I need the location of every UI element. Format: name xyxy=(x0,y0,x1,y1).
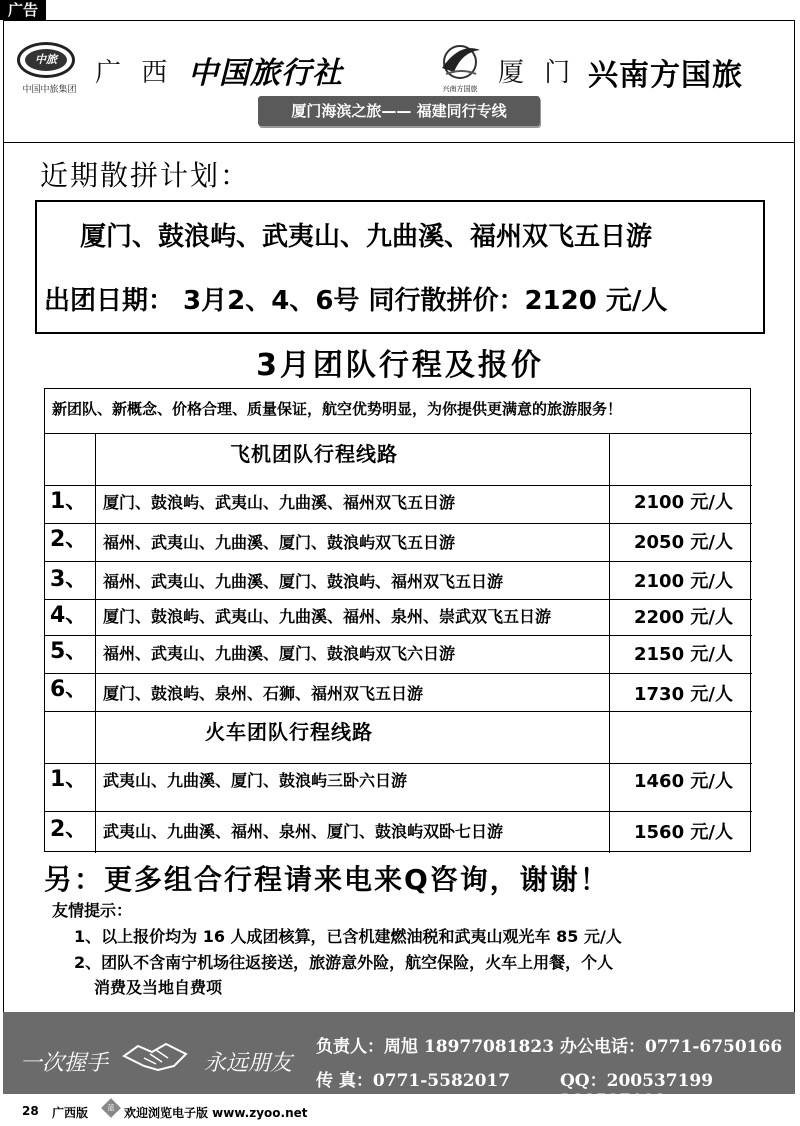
air-row-price: 2050 元/人 xyxy=(634,532,733,553)
air-row-route: 厦门、鼓浪屿、泉州、石狮、福州双飞五日游 xyxy=(103,684,424,703)
office-phone: 办公电话：0771-6750166 xyxy=(560,1037,783,1057)
fax-number: 传 真：0771-5582017 xyxy=(316,1071,511,1091)
air-row-price: 2200 元/人 xyxy=(634,607,733,628)
tip-item: 1、以上报价均为 16 人成团核算，已含机建燃油税和武夷山观光车 85 元/人 xyxy=(74,927,622,946)
air-row-num: 6、 xyxy=(50,677,88,702)
train-row-route: 武夷山、九曲溪、厦门、鼓浪屿三卧六日游 xyxy=(103,771,408,790)
page-number: 28 xyxy=(22,1104,39,1118)
region-right: 厦 门 xyxy=(498,58,577,88)
edition-label: 广西版 xyxy=(52,1106,89,1120)
air-row-num: 5、 xyxy=(50,639,88,664)
featured-route: 厦门、鼓浪屿、武夷山、九曲溪、福州双飞五日游 xyxy=(80,222,653,252)
company-left: 中国旅行社 xyxy=(188,56,343,91)
air-row-route: 福州、武夷山、九曲溪、厦门、鼓浪屿、福州双飞五日游 xyxy=(103,572,504,591)
swirl-logo-subtitle: 兴南方国旅 xyxy=(442,85,478,93)
header-divider xyxy=(3,142,795,143)
section-title: 近期散拼计划： xyxy=(40,159,251,192)
air-row-price: 2100 元/人 xyxy=(634,571,733,592)
air-row-num: 3、 xyxy=(50,567,88,592)
air-row-num: 4、 xyxy=(50,603,88,628)
air-row-route: 福州、武夷山、九曲溪、厦门、鼓浪屿双飞六日游 xyxy=(103,644,456,663)
edition-badge-text: 蓝 xyxy=(107,1104,115,1112)
featured-dates-price: 出团日期： 3月2、4、6号 同行散拼价：2120 元/人 xyxy=(44,286,668,316)
footer-slogan-right: 永远朋友 xyxy=(204,1051,293,1076)
tip-item: 2、团队不含南宁机场往返接送，旅游意外险，航空保险，火车上用餐，个人 xyxy=(74,953,614,972)
air-row-price: 2150 元/人 xyxy=(634,644,733,665)
train-row-num: 2、 xyxy=(50,817,88,842)
footer-slogan-left: 一次握手 xyxy=(20,1051,109,1076)
tip-item: 消费及当地自费项 xyxy=(94,978,223,997)
company-right: 兴南方国旅 xyxy=(588,58,743,93)
air-row-price: 1730 元/人 xyxy=(634,684,733,705)
table-title: 3月团队行程及报价 xyxy=(256,348,544,383)
train-row-price: 1460 元/人 xyxy=(634,771,733,792)
ad-tag: 广告 xyxy=(0,0,46,20)
air-row-route: 厦门、鼓浪屿、武夷山、九曲溪、福州、泉州、崇武双飞五日游 xyxy=(103,607,552,626)
train-row-num: 1、 xyxy=(50,767,88,792)
air-row-num: 1、 xyxy=(50,489,88,514)
handshake-icon xyxy=(122,1036,188,1074)
air-row-price: 2100 元/人 xyxy=(634,492,733,513)
air-row-route: 厦门、鼓浪屿、武夷山、九曲溪、福州双飞五日游 xyxy=(103,493,456,512)
region-left: 广 西 xyxy=(95,58,174,88)
cits-logo-icon xyxy=(17,42,75,78)
swirl-logo-icon xyxy=(432,38,488,88)
table-slogan: 新团队、新概念、价格合理、质量保证，航空优势明显，为你提供更满意的旅游服务！ xyxy=(52,400,623,418)
contact-person: 负责人：周旭 18977081823 xyxy=(316,1037,555,1057)
edition-badge-icon xyxy=(101,1098,121,1118)
header-banner: 厦门海滨之旅—— 福建同行专线 xyxy=(258,96,540,126)
train-heading: 火车团队行程线路 xyxy=(205,720,373,744)
tips-label: 友情提示： xyxy=(52,901,133,920)
logo-inner-text: 中旅 xyxy=(25,49,67,71)
air-row-route: 福州、武夷山、九曲溪、厦门、鼓浪屿双飞五日游 xyxy=(103,533,456,552)
train-row-route: 武夷山、九曲溪、福州、泉州、厦门、鼓浪屿双卧七日游 xyxy=(103,822,504,841)
air-row-num: 2、 xyxy=(50,527,88,552)
logo-subtitle: 中国中旅集团 xyxy=(22,85,77,95)
qq-numbers: QQ：200537199 200597199 xyxy=(560,1071,714,1111)
website-link[interactable]: 欢迎浏览电子版 www.zyoo.net xyxy=(124,1106,308,1120)
train-row-price: 1560 元/人 xyxy=(634,822,733,843)
more-info-note: 另：更多组合行程请来电来Q咨询，谢谢！ xyxy=(44,863,610,896)
air-heading: 飞机团队行程线路 xyxy=(230,442,398,466)
